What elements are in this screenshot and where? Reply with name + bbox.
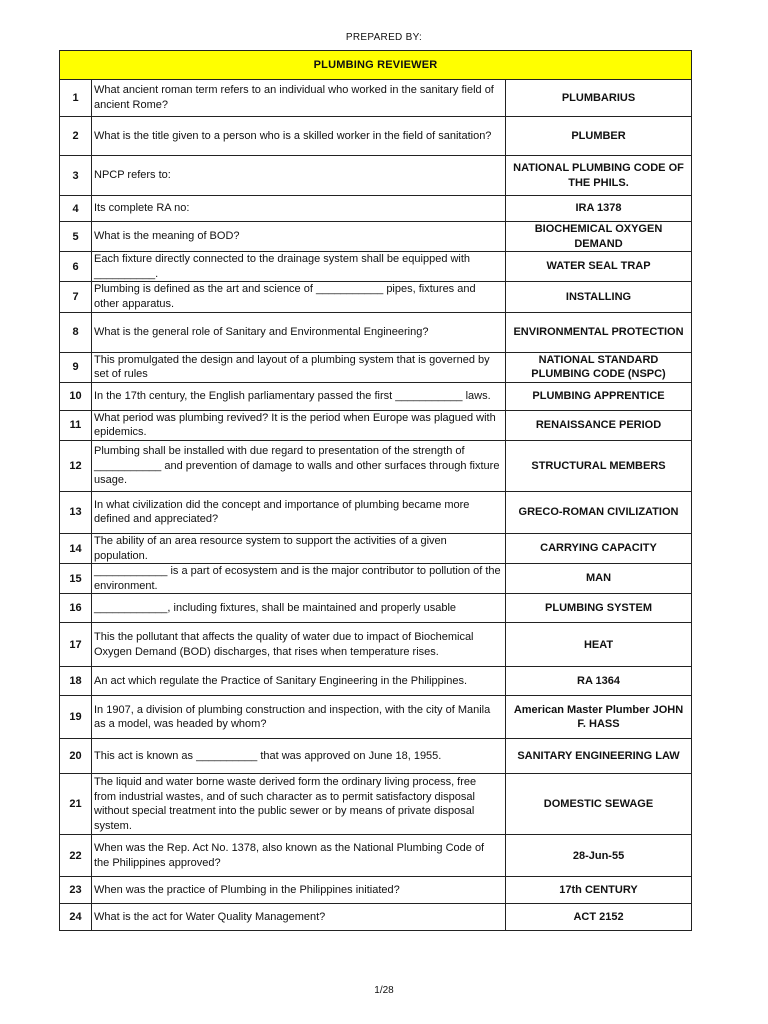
question-number: 19 [60, 696, 92, 739]
question-text: What ancient roman term refers to an individual who worked in the sanitary field of ancient Rome? [92, 80, 506, 117]
question-number: 2 [60, 117, 92, 156]
question-number: 7 [60, 282, 92, 312]
question-text: Plumbing is defined as the art and science of ___________ pipes, fixtures and other apparatus. [92, 282, 506, 312]
table-row [60, 491, 692, 533]
table-row [60, 222, 692, 252]
prepared-by-label: PREPARED BY: [345, 32, 423, 43]
answer-text: NATIONAL PLUMBING CODE OF THE PHILS. [506, 156, 692, 196]
question-text: When was the practice of Plumbing in the Philippines initiated? [92, 877, 506, 904]
question-text: The liquid and water borne waste derived form the ordinary living process, free from industrial wastes, and of such character as to permit satisfactory disposal without special treatment into the public sewer or by means of private disposal system. [92, 774, 506, 835]
question-number: 23 [60, 877, 92, 904]
table-row [60, 352, 692, 382]
question-number: 3 [60, 156, 92, 196]
table-row [60, 739, 692, 774]
answer-text: HEAT [506, 623, 692, 667]
answer-text: RA 1364 [506, 667, 692, 696]
answer-text: INSTALLING [506, 282, 692, 312]
question-number: 22 [60, 835, 92, 877]
table-row [60, 117, 692, 156]
table-row [60, 696, 692, 739]
answer-text: PLUMBER [506, 117, 692, 156]
table-row [60, 774, 692, 835]
answer-text: PLUMBING SYSTEM [506, 594, 692, 623]
question-number: 14 [60, 533, 92, 563]
answer-text: WATER SEAL TRAP [506, 252, 692, 282]
answer-text: SANITARY ENGINEERING LAW [506, 739, 692, 774]
answer-text: MAN [506, 564, 692, 594]
answer-text: DOMESTIC SEWAGE [506, 774, 692, 835]
answer-text: NATIONAL STANDARD PLUMBING CODE (NSPC) [506, 352, 692, 382]
answer-text: PLUMBING APPRENTICE [506, 382, 692, 410]
table-title: PLUMBING REVIEWER [60, 51, 692, 80]
question-text: Its complete RA no: [92, 196, 506, 222]
question-number: 9 [60, 352, 92, 382]
question-number: 12 [60, 440, 92, 491]
table-row [60, 623, 692, 667]
table-row [60, 196, 692, 222]
question-number: 8 [60, 312, 92, 352]
table-row [60, 533, 692, 563]
question-number: 21 [60, 774, 92, 835]
question-text: In 1907, a division of plumbing construction and inspection, with the city of Manila as a model, was headed by whom? [92, 696, 506, 739]
question-text: ____________, including fixtures, shall be maintained and properly usable [92, 594, 506, 623]
question-text: What is the title given to a person who is a skilled worker in the field of sanitation? [92, 117, 506, 156]
answer-text: American Master Plumber JOHN F. HASS [506, 696, 692, 739]
answer-text: ACT 2152 [506, 904, 692, 931]
answer-text: ENVIRONMENTAL PROTECTION [506, 312, 692, 352]
question-text: NPCP refers to: [92, 156, 506, 196]
question-number: 6 [60, 252, 92, 282]
page-number: 1/28 [374, 985, 394, 996]
question-text: This the pollutant that affects the quality of water due to impact of Biochemical Oxygen Demand (BOD) discharges, that rises when temperature rises. [92, 623, 506, 667]
question-text: In what civilization did the concept and importance of plumbing became more defined and appreciated? [92, 491, 506, 533]
table-row [60, 904, 692, 931]
answer-text: RENAISSANCE PERIOD [506, 410, 692, 440]
table-row [60, 156, 692, 196]
question-text: An act which regulate the Practice of Sanitary Engineering in the Philippines. [92, 667, 506, 696]
question-number: 13 [60, 491, 92, 533]
question-number: 24 [60, 904, 92, 931]
question-number: 20 [60, 739, 92, 774]
table-row [60, 594, 692, 623]
table-row [60, 312, 692, 352]
table-row [60, 382, 692, 410]
question-text: This promulgated the design and layout of a plumbing system that is governed by set of rules [92, 352, 506, 382]
answer-text: BIOCHEMICAL OXYGEN DEMAND [506, 222, 692, 252]
question-text: Each fixture directly connected to the drainage system shall be equipped with __________. [92, 252, 506, 282]
question-number: 11 [60, 410, 92, 440]
question-text: What is the act for Water Quality Management? [92, 904, 506, 931]
question-text: In the 17th century, the English parliamentary passed the first ___________ laws. [92, 382, 506, 410]
table-row [60, 667, 692, 696]
table-row [60, 282, 692, 312]
question-text: What period was plumbing revived? It is the period when Europe was plagued with epidemics. [92, 410, 506, 440]
answer-text: 28-Jun-55 [506, 835, 692, 877]
table-row [60, 564, 692, 594]
question-text: This act is known as __________ that was approved on June 18, 1955. [92, 739, 506, 774]
question-number: 18 [60, 667, 92, 696]
question-number: 15 [60, 564, 92, 594]
question-text: The ability of an area resource system to support the activities of a given population. [92, 533, 506, 563]
answer-text: STRUCTURAL MEMBERS [506, 440, 692, 491]
question-number: 17 [60, 623, 92, 667]
question-number: 10 [60, 382, 92, 410]
table-row [60, 835, 692, 877]
question-text: ____________ is a part of ecosystem and is the major contributor to pollution of the environment. [92, 564, 506, 594]
table-row [60, 410, 692, 440]
answer-text: PLUMBARIUS [506, 80, 692, 117]
answer-text: GRECO-ROMAN CIVILIZATION [506, 491, 692, 533]
table-row [60, 80, 692, 117]
answer-text: IRA 1378 [506, 196, 692, 222]
reviewer-table [59, 50, 692, 931]
question-number: 4 [60, 196, 92, 222]
question-number: 1 [60, 80, 92, 117]
answer-text: CARRYING CAPACITY [506, 533, 692, 563]
question-text: Plumbing shall be installed with due regard to presentation of the strength of ___________ and prevention of damage to walls and other surfaces through fixture usage. [92, 440, 506, 491]
question-number: 16 [60, 594, 92, 623]
table-row [60, 440, 692, 491]
question-text: What is the meaning of BOD? [92, 222, 506, 252]
answer-text: 17th CENTURY [506, 877, 692, 904]
question-number: 5 [60, 222, 92, 252]
table-row [60, 252, 692, 282]
question-text: What is the general role of Sanitary and Environmental Engineering? [92, 312, 506, 352]
table-row [60, 877, 692, 904]
question-text: When was the Rep. Act No. 1378, also known as the National Plumbing Code of the Philippines approved? [92, 835, 506, 877]
table-title-row [60, 51, 692, 80]
